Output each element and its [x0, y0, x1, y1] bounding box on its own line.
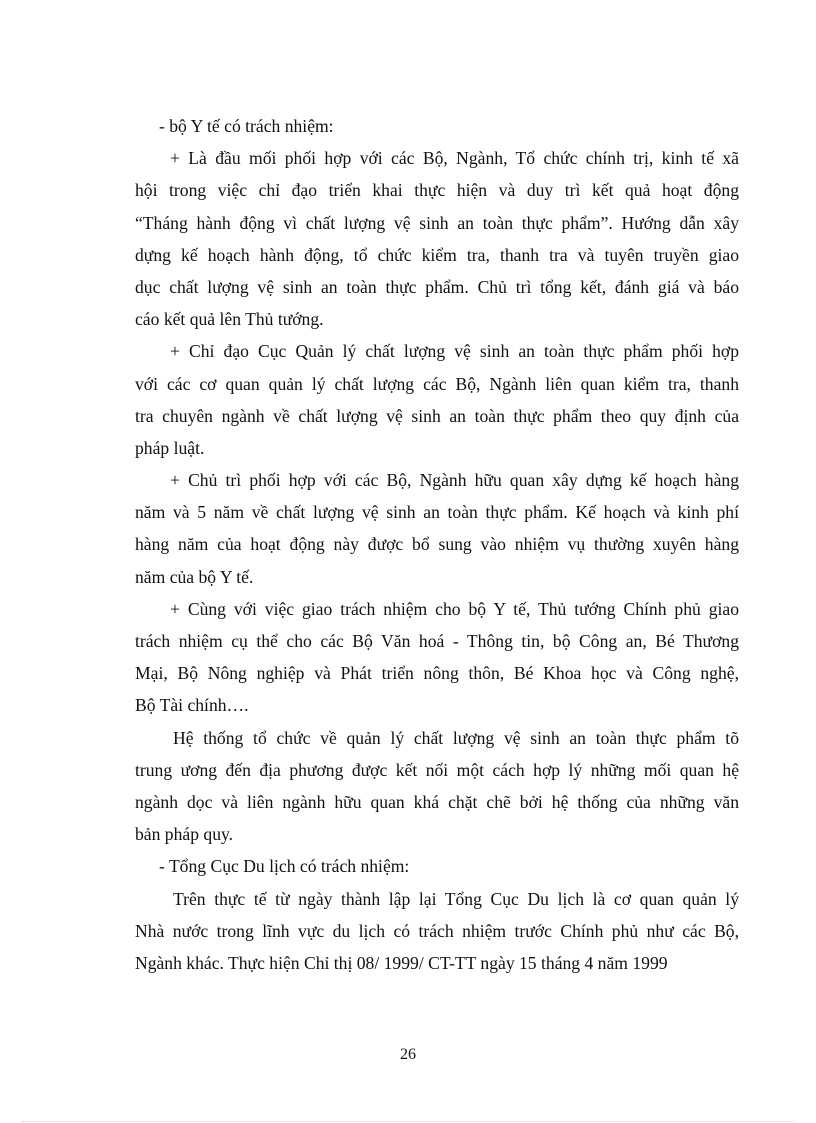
text-line: bản pháp quy. — [135, 824, 234, 845]
text-line: với các cơ quan quản lý chất lượng các Bộ, Ngành liên quan kiểm tra, thanh — [135, 373, 739, 394]
text-line: + Là đầu mối phối hợp với các Bộ, Ngành, Tổ chức chính trị, kinh tế xã — [170, 148, 739, 169]
page-bottom-rule — [22, 1121, 794, 1122]
text-line: hội trong việc chỉ đạo triển khai thực hiện và duy trì kết quả hoạt động — [135, 180, 739, 201]
text-line: trách nhiệm cụ thể cho các Bộ Văn hoá - Thông tin, bộ Công an, Bé Thương — [135, 631, 739, 651]
text-line: - bộ Y tế có trách nhiệm: — [159, 116, 334, 136]
text-line: “Tháng hành động vì chất lượng vệ sinh an toàn thực phẩm”. Hướng dẫn xây — [135, 212, 739, 233]
text-line: cáo kết quả lên Thủ tướng. — [135, 309, 324, 330]
text-line: năm của bộ Y tế. — [135, 566, 254, 587]
text-line: năm và 5 năm về chất lượng vệ sinh an toàn thực phẩm. Kế hoạch và kinh phí — [135, 502, 739, 523]
text-line: + Chủ trì phối hợp với các Bộ, Ngành hữu quan xây dựng kế hoạch hàng — [170, 470, 739, 491]
text-line: pháp luật. — [135, 437, 205, 458]
text-line: + Chỉ đạo Cục Quản lý chất lượng vệ sinh an toàn thực phẩm phối hợp — [170, 341, 739, 362]
page-number: 26 — [400, 1046, 416, 1063]
text-line: trung ương đến địa phương được kết nối một cách hợp lý những mối quan hệ — [135, 759, 739, 780]
text-line: Hệ thống tổ chức về quản lý chất lượng vệ sinh an toàn thực phẩm tõ — [173, 727, 739, 748]
text-line: - Tổng Cục Du lịch có trách nhiệm: — [159, 856, 410, 877]
text-line: Mại, Bộ Nông nghiệp và Phát triển nông thôn, Bé Khoa học và Công nghệ, — [135, 663, 739, 684]
text-line: + Cùng với việc giao trách nhiệm cho bộ Y tế, Thủ tướng Chính phủ giao — [170, 598, 739, 619]
text-line: Nhà nước trong lĩnh vực du lịch có trách nhiệm trước Chính phủ như các Bộ, — [135, 920, 739, 941]
text-line: hàng năm của hoạt động này được bổ sung vào nhiệm vụ thường xuyên hàng — [135, 534, 739, 555]
text-line: Trên thực tế từ ngày thành lập lại Tổng Cục Du lịch là cơ quan quản lý — [173, 888, 739, 909]
text-line: tra chuyên ngành về chất lượng vệ sinh an toàn thực phẩm theo quy định của — [135, 405, 739, 426]
body-text — [135, 110, 739, 979]
text-line: ngành dọc và liên ngành hữu quan khá chặt chẽ bởi hệ thống của những văn — [135, 791, 739, 812]
text-line: dựng kế hoạch hành động, tổ chức kiểm tra, thanh tra và tuyên truyền giao — [135, 244, 739, 265]
text-line: Bộ Tài chính…. — [135, 695, 249, 716]
text-line: Ngành khác. Thực hiện Chỉ thị 08/ 1999/ CT-TT ngày 15 tháng 4 năm 1999 — [135, 952, 668, 973]
text-line: dục chất lượng vệ sinh an toàn thực phẩm. Chủ trì tổng kết, đánh giá và báo — [135, 276, 739, 297]
